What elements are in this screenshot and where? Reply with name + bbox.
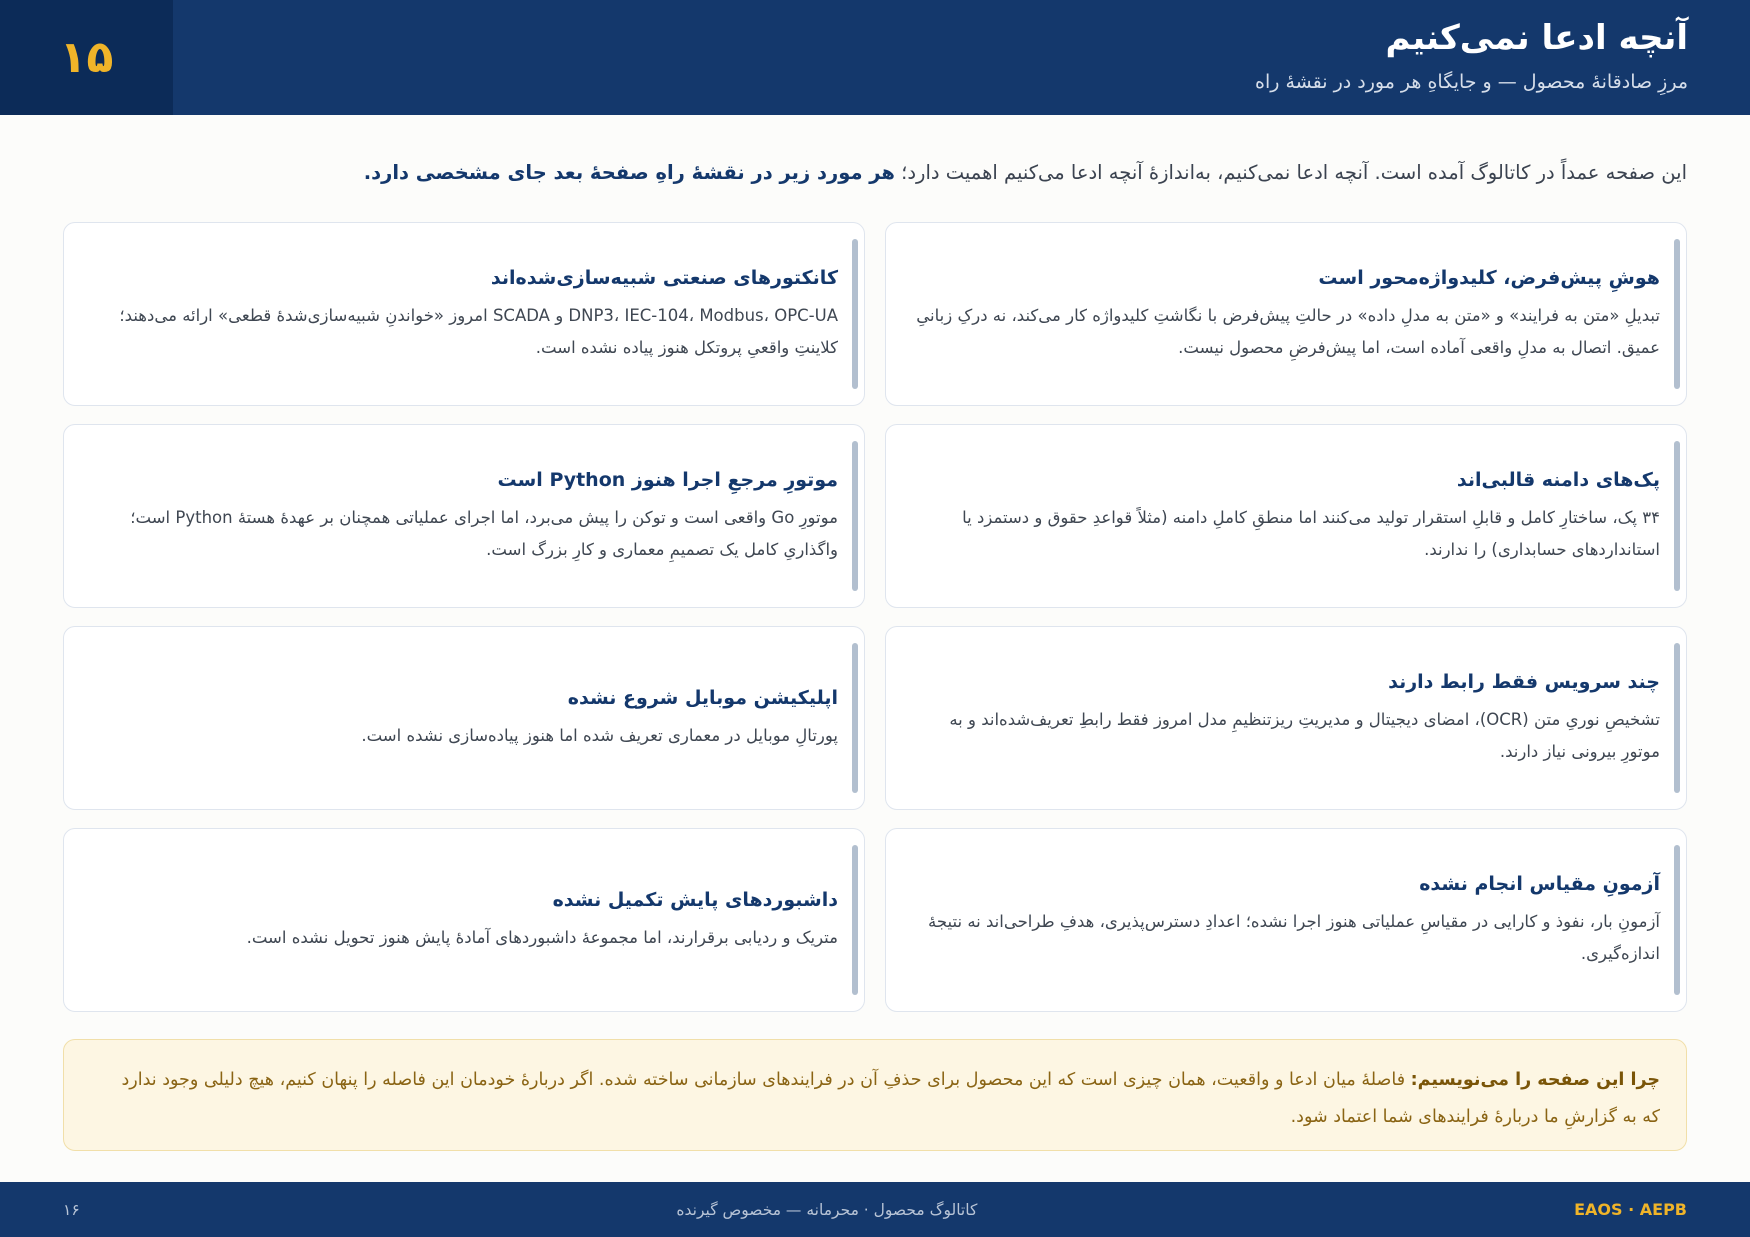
- note-text: فاصلهٔ میان ادعا و واقعیت، همان چیزی است که این محصول برای حذفِ آن در فرایندهای سازمانی ساخته شده. اگر دربارهٔ خودمان این فاصله را پنهان کنیم، هیچ دلیلی وجود ندارد که به گزارشِ ما دربارهٔ فرایندهای شما اعتماد شود.: [121, 1070, 1660, 1127]
- card-accent-bar: [1674, 441, 1680, 591]
- card-description: متریک و ردیابی برقرارند، اما مجموعهٔ داشبوردهای آمادهٔ پایش هنوز تحویل نشده است.: [246, 928, 838, 947]
- card-description: موتورِ Go واقعی است و توکن را پیش می‌برد، اما اجرای عملیاتی همچنان بر عهدهٔ هستهٔ Python است؛ واگذاریِ کامل یک تصمیمِ معماری و کارِ بزرگ است.: [130, 508, 838, 559]
- page-subtitle: مرزِ صادقانهٔ محصول — و جایگاهِ هر مورد در نقشهٔ راه: [1255, 71, 1688, 93]
- card-accent-bar: [852, 239, 858, 389]
- card-accent-bar: [852, 441, 858, 591]
- intro-emphasis: هر مورد زیر در نقشهٔ راهِ صفحهٔ بعد جای مشخصی دارد.: [363, 161, 895, 184]
- limitation-card: [885, 222, 1687, 406]
- limitation-card: [63, 828, 865, 1012]
- card-title: پک‌های دامنه قالبی‌اند: [1456, 469, 1660, 491]
- header-text: [173, 0, 1750, 115]
- section-number-badge: ۱۵: [0, 0, 173, 115]
- card-accent-bar: [852, 643, 858, 793]
- card-description: تشخیصِ نوریِ متن (OCR)، امضای دیجیتال و مدیریتِ ریزتنظیمِ مدل امروز فقط رابطِ تعریف‌شده‌اند و به موتورِ بیرونی نیاز دارند.: [949, 710, 1660, 761]
- card-description: آزمونِ بار، نفوذ و کارایی در مقیاسِ عملیاتی هنوز اجرا نشده؛ اعدادِ دسترس‌پذیری، هدفِ طراحی‌اند نه نتیجهٔ اندازه‌گیری.: [928, 912, 1660, 963]
- limitations-grid: [63, 222, 1687, 1012]
- card-accent-bar: [1674, 845, 1680, 995]
- card-title: هوشِ پیش‌فرض، کلیدواژه‌محور است: [1318, 267, 1660, 289]
- card-title: کانکتورهای صنعتی شبیه‌سازی‌شده‌اند: [490, 267, 838, 289]
- card-title: چند سرویس فقط رابط دارند: [1388, 671, 1660, 693]
- card-accent-bar: [1674, 643, 1680, 793]
- footer-page-number: ۱۶: [63, 1200, 80, 1219]
- limitation-card: [885, 626, 1687, 810]
- intro-text: این صفحه عمداً در کاتالوگ آمده است. آنچه ادعا نمی‌کنیم، به‌اندازهٔ آنچه ادعا می‌کنیم اهمیت دارد؛: [894, 161, 1687, 184]
- card-description: DNP3، IEC-104، Modbus، OPC-UA و SCADA امروز «خواندنِ شبیه‌سازی‌شدهٔ قطعی» ارائه می‌دهند؛ کلاینتِ واقعیِ پروتکل هنوز پیاده نشده است.: [119, 306, 838, 357]
- page-footer: [0, 1182, 1750, 1237]
- card-accent-bar: [852, 845, 858, 995]
- footer-caption: کاتالوگ محصول · محرمانه — مخصوص گیرنده: [676, 1200, 978, 1219]
- limitation-card: [885, 828, 1687, 1012]
- card-description: تبدیلِ «متن به فرایند» و «متن به مدلِ داده» در حالتِ پیش‌فرض با نگاشتِ کلیدواژه کار می‌کند، نه درکِ زبانیِ عمیق. اتصال به مدلِ واقعی آماده است، اما پیش‌فرضِ محصول نیست.: [916, 306, 1660, 357]
- card-title: آزمونِ مقیاس انجام نشده: [1419, 873, 1660, 895]
- page-header: [0, 0, 1750, 115]
- note-label: چرا این صفحه را می‌نویسیم:: [1410, 1070, 1660, 1090]
- page-title: آنچه ادعا نمی‌کنیم: [1385, 18, 1688, 58]
- card-accent-bar: [1674, 239, 1680, 389]
- why-note-box: [63, 1039, 1687, 1151]
- footer-brand: EAOS · AEPB: [1574, 1200, 1687, 1219]
- limitation-card: [63, 424, 865, 608]
- card-title: داشبوردهای پایش تکمیل نشده: [552, 889, 838, 911]
- limitation-card: [63, 626, 865, 810]
- intro-paragraph: [63, 158, 1687, 188]
- limitation-card: [885, 424, 1687, 608]
- card-description: ۳۴ پک، ساختارِ کامل و قابلِ استقرار تولید می‌کنند اما منطقِ کاملِ دامنه (مثلاً قواعدِ حقوق و دستمزد یا استانداردهای حسابداری) را ندارند.: [962, 508, 1660, 559]
- card-title: موتورِ مرجعِ اجرا هنوز Python است: [497, 469, 838, 491]
- card-title: اپلیکیشن موبایل شروع نشده: [567, 687, 838, 709]
- limitation-card: [63, 222, 865, 406]
- card-description: پورتالِ موبایل در معماری تعریف شده اما هنوز پیاده‌سازی نشده است.: [361, 726, 838, 745]
